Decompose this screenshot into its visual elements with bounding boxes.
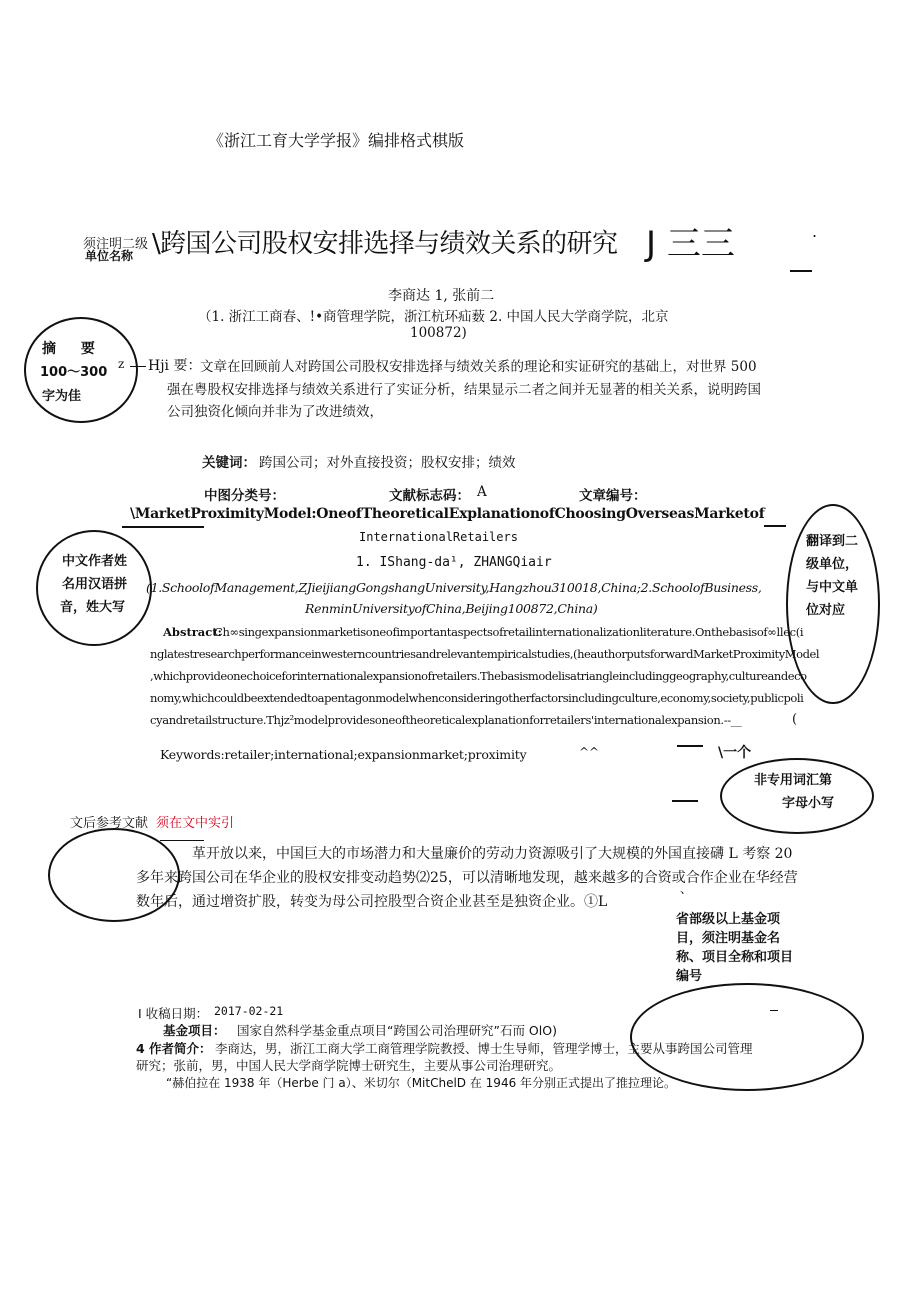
received-value: 2017-02-21: [214, 1004, 284, 1018]
article-no-label: 文章编号：: [579, 488, 647, 504]
body-line2: 多年来跨国公司在华企业的股权安排变动趋势⑵25，可以清晰地发现，越来越多的合资或合作企业在华经营: [136, 870, 798, 886]
bio-line2: 研究；张前，男，中国人民大学商学院博士研究生，主要从事公司治理研究。: [136, 1058, 562, 1073]
title-edge-mark: .: [812, 222, 818, 241]
title-prefix-note: 须注明二级: [83, 237, 149, 252]
author-callout-line3: 音，姓大写: [60, 600, 126, 615]
proper-noun-leader-dash: [677, 745, 703, 747]
translate-callout-line2: 级单位，: [806, 557, 859, 572]
abstract-callout-line2: 100～300: [40, 365, 108, 380]
translate-callout-line4: 位对应: [806, 603, 846, 618]
references-note: 须在文中实引: [156, 816, 235, 831]
title-trailing-marks: J 三三: [646, 224, 735, 264]
english-abstract-trailing-mark: (: [792, 712, 798, 727]
fund-callout-line1: 省部级以上基金项: [676, 912, 781, 927]
english-title-line2: InternationalRetailers: [359, 530, 518, 544]
abstract-marker: z: [118, 357, 125, 371]
fund-label: 基金项目：: [163, 1023, 226, 1038]
fund-callout-dash: [770, 1010, 778, 1011]
fund-callout-line4: 编号: [676, 969, 703, 984]
bio-line1: 李商达，男，浙江工商大学工商管理学院教授、博士生导师，管理学博士，主要从事跨国公司管理: [215, 1041, 753, 1056]
abstract-cn-line2: 强在粤股权安排选择与绩效关系进行了实证分析，结果显示二者之间并无显著的相关关系，说明跨国: [167, 382, 761, 398]
title-underline-mark: [790, 270, 812, 272]
author-names: 李商达 1, 张前二: [388, 288, 495, 304]
translate-callout-line: [764, 525, 786, 527]
english-affiliation-line2: RenminUniversityofChina,Beijing100872,China): [305, 601, 598, 616]
keywords-cn-value: 跨国公司；对外直接投资；股权安排；绩效: [259, 455, 516, 471]
english-abstract-line3: ,whichprovideonechoiceforinternationalexpansionofretailers.Thebasismodelisatriangleincludinggeography,cultureandeco: [150, 669, 807, 683]
proper-noun-leader-line: [672, 800, 698, 802]
author-affiliation-line1: （1. 浙江工商春、!•商管理学院，浙江杭环疝薮 2. 中国人民大学商学院，北京: [198, 309, 669, 325]
body-line1: 革开放以来，中国巨大的市场潜力和大量廉价的劳动力资源吸引了大规模的外国直接礴 L 考察 20: [192, 846, 793, 862]
footnote-push-pull: “赫伯拉在 1938 年（Herbe 门 a）、米切尔（MitChelD 在 1946 年分别正式提出了推拉理论。: [166, 1076, 677, 1090]
proper-noun-callout-line1: 非专用词汇第: [754, 773, 833, 788]
english-abstract-line1: Ch∞singexpansionmarketisoneofimportantaspectsofretailinternationalizationliterature.Onthebasisof∞llec(i: [214, 625, 804, 639]
english-affiliation-line1: (1.SchoolofManagement,ZJieijiangGongshangUniversity,Hangzhou310018,China;2.SchoolofBusiness,: [146, 580, 762, 595]
author-callout-line2: 名用汉语拼: [62, 577, 128, 592]
doc-code-label: 文献标志码：: [389, 488, 470, 504]
references-label: 文后参考文献: [70, 816, 149, 831]
proper-noun-callout-line2: 字母小写: [782, 796, 835, 811]
article-title: \跨国公司股权安排选择与绩效关系的研究: [152, 229, 618, 259]
keywords-cn-label: 关键词：: [202, 455, 256, 471]
clc-label: 中图分类号：: [204, 488, 285, 504]
doc-code-value: A: [477, 484, 487, 500]
title-unit-label: 单位名称: [85, 249, 134, 263]
author-callout-line1: 中文作者姓: [62, 554, 128, 569]
author-callout-line: [122, 526, 204, 528]
english-abstract-line2: nglatestresearchperformanceinwesterncountriesandrelevantempiricalstudies,(heauthorputsforwardMarketProximityModel: [150, 647, 820, 661]
english-keywords-mark: ^^: [579, 745, 600, 759]
english-abstract-line5: cyandretailstructure.Thjz²modelprovidesoneoftheoreticalexplanationforretailers'internationalexpansion.--__: [150, 713, 742, 727]
abstract-cn-label: Hji 要：: [148, 358, 202, 374]
translate-callout-line3: 与中文单: [806, 580, 859, 595]
fund-value: 国家自然科学基金重点项目“跨国公司治理研究”石而 OlO): [237, 1023, 557, 1038]
body-callout-line: [160, 840, 204, 841]
english-title-line1: \MarketProximityModel:OneofTheoreticalExplanationofChoosingOverseasMarketof: [130, 506, 765, 522]
abstract-leader-line: [130, 366, 146, 367]
english-abstract-line4: nomy,whichcouldbeextendedtoapentagonmodelwhenconsideringotherfactorsincludingculture,economy,society,publicpoli: [150, 691, 804, 705]
proper-noun-prefix: \一个: [718, 745, 752, 761]
journal-template-heading: 《浙江工育大学学报》编排格式棋版: [208, 131, 465, 150]
fund-callout-mark: 、: [680, 882, 693, 896]
abstract-callout-line3: 字为佳: [42, 389, 82, 404]
fund-callout-line2: 目，须注明基金名: [676, 931, 781, 946]
abstract-callout-line1: 摘 要: [42, 341, 95, 357]
abstract-cn-line3: 公司独资化倾向并非为了改进绩效，: [167, 404, 383, 420]
english-authors: 1. IShang-da¹, ZHANGQiair: [356, 555, 552, 570]
author-affiliation-line2: 100872): [410, 325, 467, 341]
english-keywords: Keywords:retailer;international;expansionmarket;proximity: [160, 747, 527, 762]
body-line3: 数年后，通过增资扩股，转变为母公司控股型合资企业甚至是独资企业。①L: [136, 894, 608, 910]
english-abstract-label: Abstract:: [163, 625, 222, 639]
fund-callout-line3: 称、项目全称和项目: [676, 950, 794, 965]
translate-callout-line1: 翻译到二: [806, 534, 859, 549]
abstract-cn-line1: 文章在回顾前人对跨国公司股权安排选择与绩效关系的理论和实证研究的基础上，对世界 500: [200, 359, 757, 375]
received-label: I 收稿日期：: [138, 1006, 209, 1021]
bio-label: 4 作者简介：: [136, 1041, 212, 1056]
